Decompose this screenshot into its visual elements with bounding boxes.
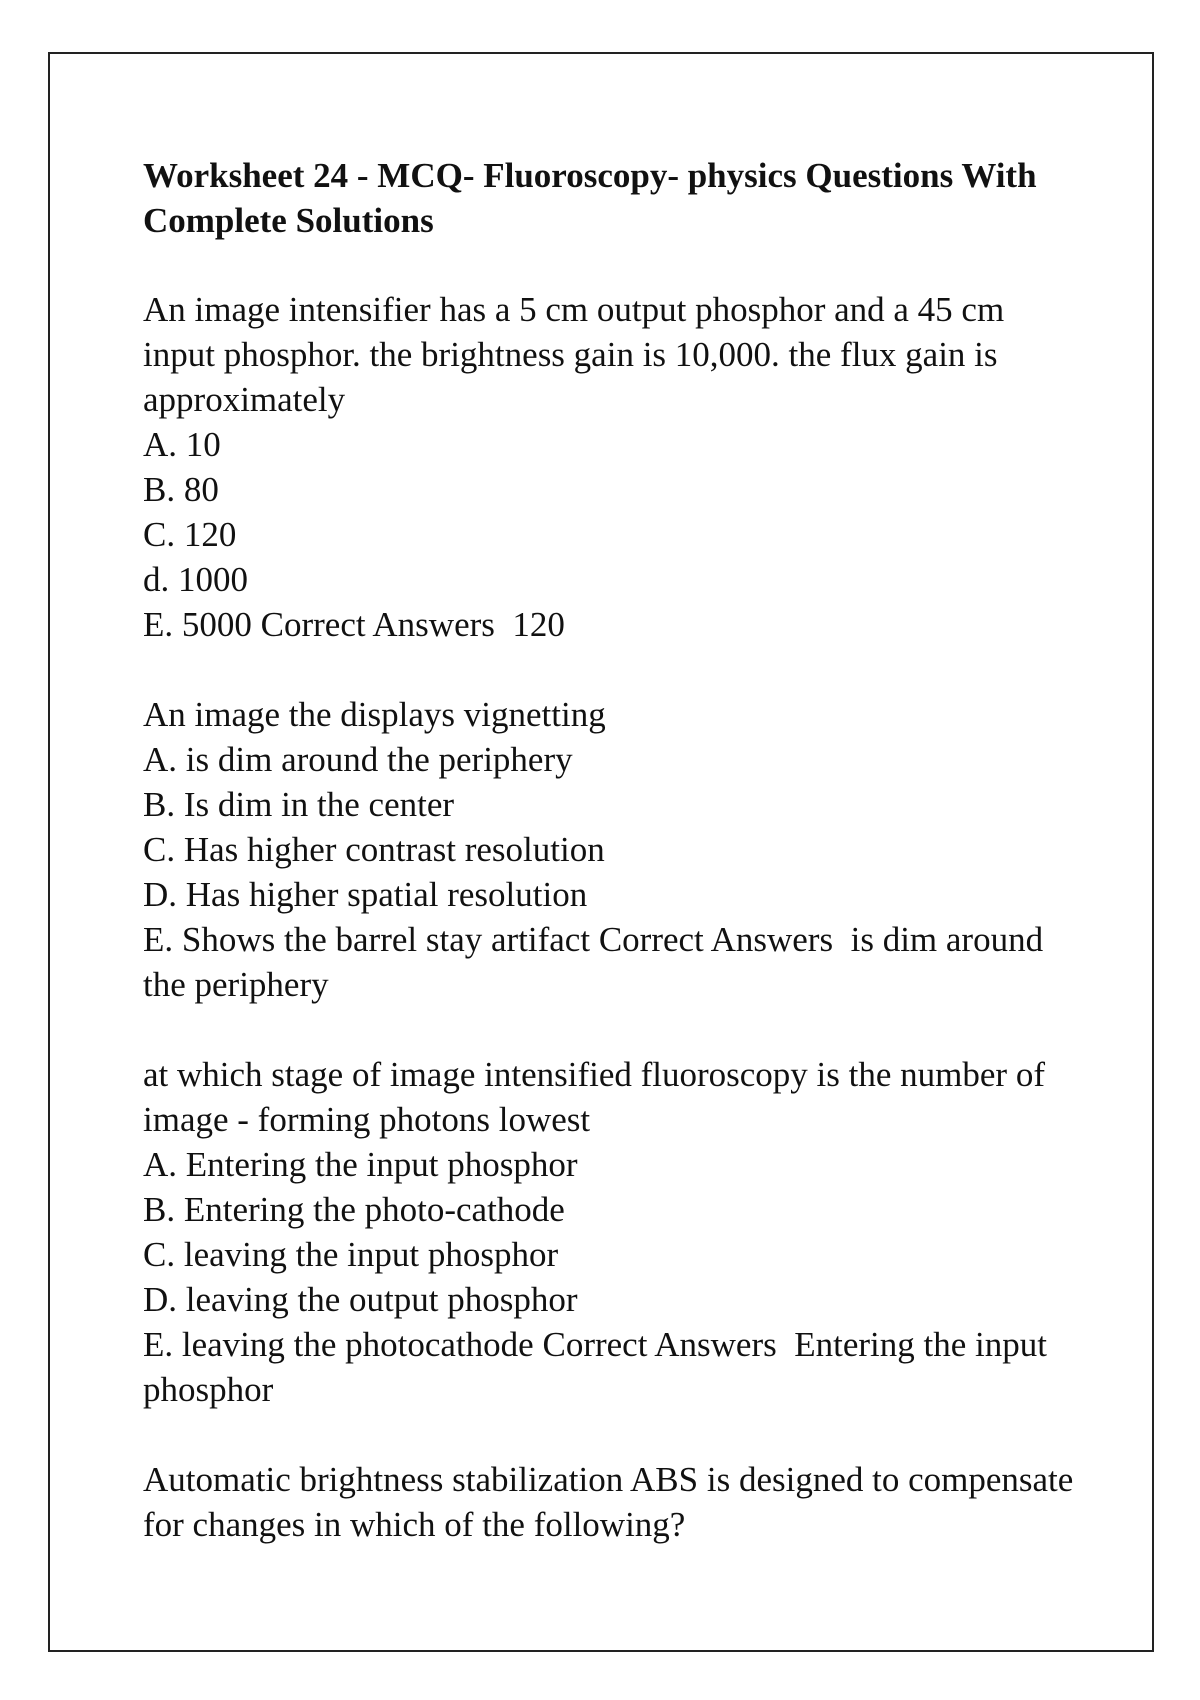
question-text: An image the displays vignetting — [143, 695, 606, 734]
option-b: B. Entering the photo-cathode — [143, 1190, 565, 1229]
option-c: C. leaving the input phosphor — [143, 1235, 559, 1274]
correct-answer: Entering the input phosphor — [143, 1325, 1047, 1409]
question-text: at which stage of image intensified fluoroscopy is the number of image - forming photons lowest — [143, 1055, 1045, 1139]
option-e: E. 5000 — [143, 605, 252, 644]
question-4 — [143, 1457, 1083, 1547]
question-text: Automatic brightness stabilization ABS is designed to compensate for changes in which of the following? — [143, 1460, 1074, 1544]
option-e-with-answer — [143, 602, 1083, 647]
correct-answer: 120 — [512, 605, 565, 644]
option-e-with-answer — [143, 1322, 1083, 1412]
option-e: E. leaving the photocathode — [143, 1325, 534, 1364]
question-2 — [143, 692, 1083, 1007]
option-a: A. is dim around the periphery — [143, 740, 573, 779]
option-e: E. Shows the barrel stay artifact — [143, 920, 591, 959]
correct-answers-label: Correct Answers — [260, 605, 495, 644]
worksheet-content — [143, 153, 1083, 1592]
option-d: d. 1000 — [143, 560, 248, 599]
correct-answers-label: Correct Answers — [542, 1325, 777, 1364]
worksheet-title: Worksheet 24 - MCQ- Fluoroscopy- physics Questions With Complete Solutions — [143, 156, 1037, 240]
question-3 — [143, 1052, 1083, 1412]
question-1 — [143, 287, 1083, 647]
option-c: C. 120 — [143, 515, 237, 554]
question-text: An image intensifier has a 5 cm output phosphor and a 45 cm input phosphor. the brightness gain is 10,000. the flux gain is approximately — [143, 290, 1005, 419]
correct-answers-label: Correct Answers — [598, 920, 834, 959]
option-b: B. 80 — [143, 470, 219, 509]
option-d: D. Has higher spatial resolution — [143, 875, 588, 914]
option-d: D. leaving the output phosphor — [143, 1280, 578, 1319]
option-c: C. Has higher contrast resolution — [143, 830, 605, 869]
option-a: A. 10 — [143, 425, 221, 464]
option-e-with-answer — [143, 917, 1083, 1007]
option-b: B. Is dim in the center — [143, 785, 455, 824]
correct-answer: is dim around the periphery — [143, 920, 1044, 1004]
option-a: A. Entering the input phosphor — [143, 1145, 578, 1184]
